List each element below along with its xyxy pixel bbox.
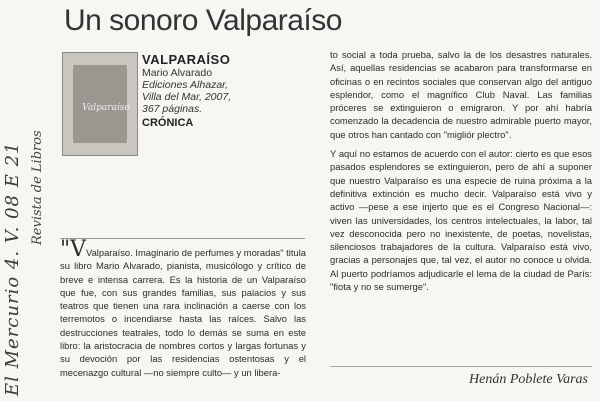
handwritten-margin-note: El Mercurio 4. V. 08 E 21	[2, 141, 23, 396]
paragraph-text: Valparaíso. Imaginario de perfumes y moradas" titula su libro Mario Alvarado, pianista, musicólogo y crítico de breve e intensa carrera. Es la historia de un Valparaíso que fue, con sus grandes familias, sus palacios y sus teatros que tienen una rara inclinación a caerse con los terremotos o incendiarse hasta las raíces. Salvo las destrucciones teatrales, todo lo demás se suma en este libro: la aristocracia de nombres cortos y largas fortunas y su devoción por las residencias ostentosas y el mecenazgo cultural —no siempre culto— y un libera-	[60, 247, 306, 378]
book-cover-illustration	[73, 65, 130, 143]
paragraph: Y aquí no estamos de acuerdo con el autor: cierto es que esos pasados esplendores se extinguieron, pero de ahí a suponer que nuestro Valparaíso es una especie de ruina próxima a la definitiva extinción es mucho decir. Valparaíso está vivo y activo —pese a ese injerto que es el Congreso Nacional—: viven las universidades, los centros intelectuales, la labor, tal vez desconocida pero no inexistente, de poetas, novelistas, silenciosos trabajadores de la cultura. Valparaíso está vivo, gracias a personajes que, tal vez, el autor no conoce u olvida. Al puerto podríamos adjudicarle el lema de la ciudad de París: "fiota y no se sumerge".	[330, 148, 592, 293]
book-cover-image	[62, 52, 138, 156]
cover-title: Valparaíso	[82, 103, 130, 113]
handwritten-source-note: Revista de Libros	[30, 130, 45, 245]
book-pages: 367 páginas.	[142, 103, 203, 115]
paragraph	[60, 237, 306, 379]
book-info	[142, 52, 292, 129]
section-label: CRÓNICA	[142, 117, 194, 129]
book-author: Mario Alvarado	[142, 67, 213, 79]
drop-cap: "V	[60, 237, 87, 262]
book-place: Villa del Mar, 2007,	[142, 91, 232, 103]
headline: Un sonoro Valparaíso	[64, 4, 342, 37]
signature-rule	[330, 366, 592, 367]
book-title: VALPARAÍSO	[142, 52, 231, 67]
article-column-left	[60, 237, 306, 379]
paragraph: to social a toda prueba, salvo la de los desastres naturales. Así, aquellas residencias se acabaron para transformarse en oficinas o en recintos sociales que conservan algo del antiguo esplendor, como el magnífico Club Naval. Las familias próceres se extinguieron o emigraron. Y por ahí habría comenzado la decadencia de nuestro admirable puerto mayor, que otros han cantado con "migliór plectro".	[330, 49, 592, 140]
divider	[60, 238, 305, 239]
author-signature: Henán Poblete Varas	[469, 372, 588, 387]
article-column-right	[330, 48, 592, 299]
book-publisher: Ediciones Alhazar,	[142, 79, 228, 91]
